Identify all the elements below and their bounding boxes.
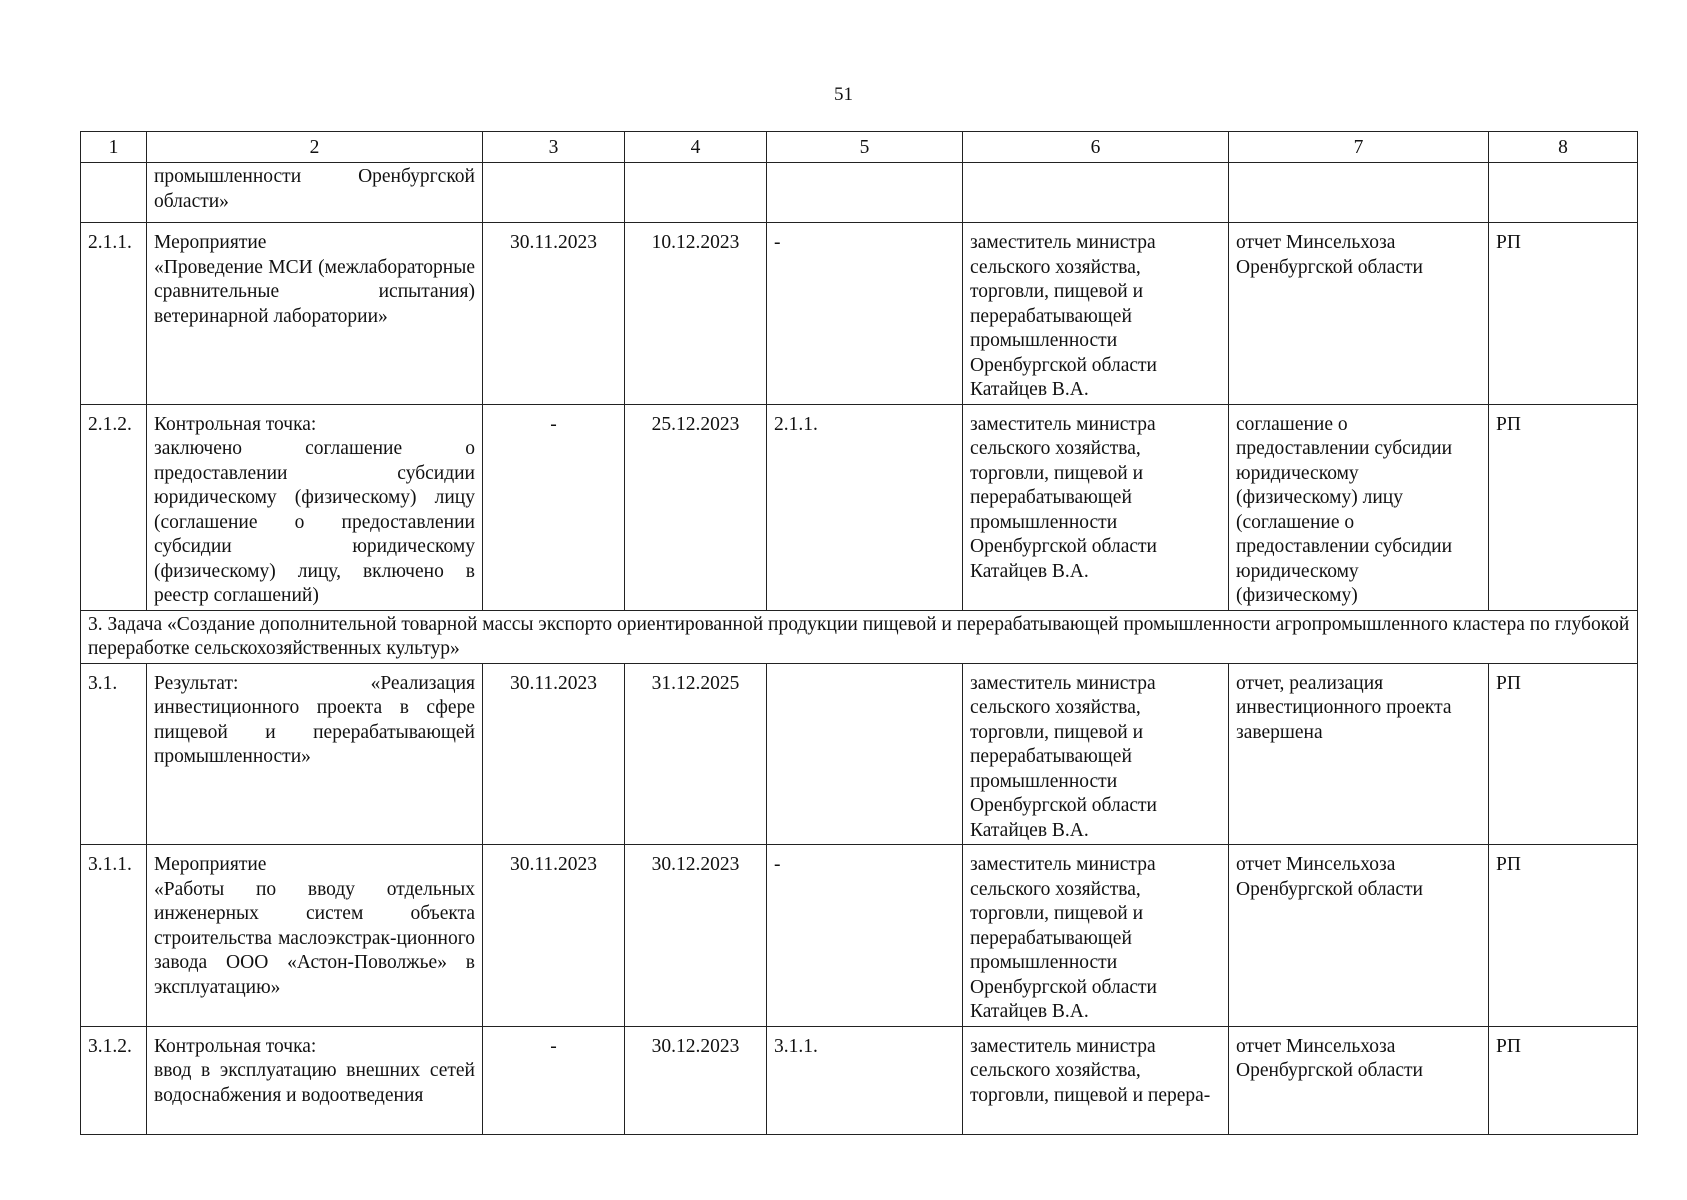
table-row <box>81 163 1638 223</box>
row-link <box>767 663 963 845</box>
column-header: 6 <box>963 132 1229 163</box>
row-end-date: 30.12.2023 <box>625 1026 767 1134</box>
row-start-date: 30.11.2023 <box>483 663 625 845</box>
row-name-cell <box>147 845 483 1027</box>
row-document <box>1229 163 1489 223</box>
row-end-date: 10.12.2023 <box>625 223 767 405</box>
row-level <box>1489 163 1638 223</box>
row-start-date: - <box>483 404 625 610</box>
task-heading: 3. Задача «Создание дополнительной товарной массы экспорто ориентированной продукции пищевой и перерабатывающей промышленности агропромышленного кластера по глубокой переработке сельскохозяйственных культур» <box>81 610 1638 663</box>
row-responsible: заместитель министра сельского хозяйства, торговли, пищевой и перерабатывающей промышленности Оренбургской области Катайцев В.А. <box>963 404 1229 610</box>
row-document: соглашение о предоставлении субсидии юридическому (физическому) лицу (соглашение о предоставлении субсидии юридическому (физическому) <box>1229 404 1489 610</box>
row-name: Результат: «Реализация инвестиционного проекта в сфере пищевой и перерабатывающей промышленности» <box>147 663 483 845</box>
row-number: 3.1. <box>81 663 147 845</box>
table-row <box>81 404 1638 610</box>
column-header: 3 <box>483 132 625 163</box>
row-document: отчет, реализация инвестиционного проекта завершена <box>1229 663 1489 845</box>
row-link: - <box>767 223 963 405</box>
column-header: 5 <box>767 132 963 163</box>
row-start-date: 30.11.2023 <box>483 223 625 405</box>
row-level: РП <box>1489 1026 1638 1134</box>
row-level: РП <box>1489 404 1638 610</box>
row-responsible: заместитель министра сельского хозяйства, торговли, пищевой и перерабатывающей промышленности Оренбургской области Катайцев В.А. <box>963 845 1229 1027</box>
row-end-date: 25.12.2023 <box>625 404 767 610</box>
row-number: 3.1.1. <box>81 845 147 1027</box>
header-row <box>81 132 1638 163</box>
table-row <box>81 845 1638 1027</box>
row-start-date: - <box>483 1026 625 1134</box>
row-document: отчет Минсельхоза Оренбургской области <box>1229 845 1489 1027</box>
row-name-cell <box>147 404 483 610</box>
row-name-cell <box>147 223 483 405</box>
row-level: РП <box>1489 223 1638 405</box>
row-link: - <box>767 845 963 1027</box>
row-name-title: Мероприятие <box>154 854 267 875</box>
row-start-date: 30.11.2023 <box>483 845 625 1027</box>
table-row <box>81 223 1638 405</box>
row-name: заключено соглашение о предоставлении субсидии юридическому (физическому) лицу (соглашение о предоставлении субсидии юридическому (физическому) лицу, включено в реестр соглашений) <box>154 438 475 606</box>
row-number: 3.1.2. <box>81 1026 147 1134</box>
row-name: ввод в эксплуатацию внешних сетей водоснабжения и водоотведения <box>154 1060 475 1106</box>
row-name-cell <box>147 1026 483 1134</box>
row-name: «Работы по вводу отдельных инженерных систем объекта строительства маслоэкстрак-ционного завода ООО «Астон-Поволжье» в эксплуатацию» <box>154 878 475 998</box>
task-row <box>81 610 1638 663</box>
page-number: 51 <box>834 84 853 105</box>
row-number: 2.1.2. <box>81 404 147 610</box>
row-link <box>767 163 963 223</box>
row-name: промышленности Оренбургской области» <box>147 163 483 223</box>
row-responsible: заместитель министра сельского хозяйства, торговли, пищевой и перерабатывающей промышленности Оренбургской области Катайцев В.А. <box>963 663 1229 845</box>
row-name-title: Мероприятие <box>154 232 267 253</box>
table-row <box>81 663 1638 845</box>
row-responsible: заместитель министра сельского хозяйства, торговли, пищевой и перера- <box>963 1026 1229 1134</box>
row-name-title: Контрольная точка: <box>154 413 317 435</box>
row-name-title: Контрольная точка: <box>154 1035 317 1057</box>
table-row <box>81 1026 1638 1134</box>
row-end-date <box>625 163 767 223</box>
row-responsible <box>963 163 1229 223</box>
row-number <box>81 163 147 223</box>
row-responsible: заместитель министра сельского хозяйства, торговли, пищевой и перерабатывающей промышленности Оренбургской области Катайцев В.А. <box>963 223 1229 405</box>
row-link: 2.1.1. <box>767 404 963 610</box>
row-document: отчет Минсельхоза Оренбургской области <box>1229 1026 1489 1134</box>
row-link: 3.1.1. <box>767 1026 963 1134</box>
row-document: отчет Минсельхоза Оренбургской области <box>1229 223 1489 405</box>
row-end-date: 31.12.2025 <box>625 663 767 845</box>
row-number: 2.1.1. <box>81 223 147 405</box>
row-name: «Проведение МСИ (межлабораторные сравнительные испытания) ветеринарной лаборатории» <box>154 256 475 327</box>
plan-table <box>80 131 1638 1135</box>
column-header: 4 <box>625 132 767 163</box>
column-header: 7 <box>1229 132 1489 163</box>
column-header: 2 <box>147 132 483 163</box>
column-header: 1 <box>81 132 147 163</box>
row-level: РП <box>1489 663 1638 845</box>
row-end-date: 30.12.2023 <box>625 845 767 1027</box>
row-level: РП <box>1489 845 1638 1027</box>
row-start-date <box>483 163 625 223</box>
column-header: 8 <box>1489 132 1638 163</box>
